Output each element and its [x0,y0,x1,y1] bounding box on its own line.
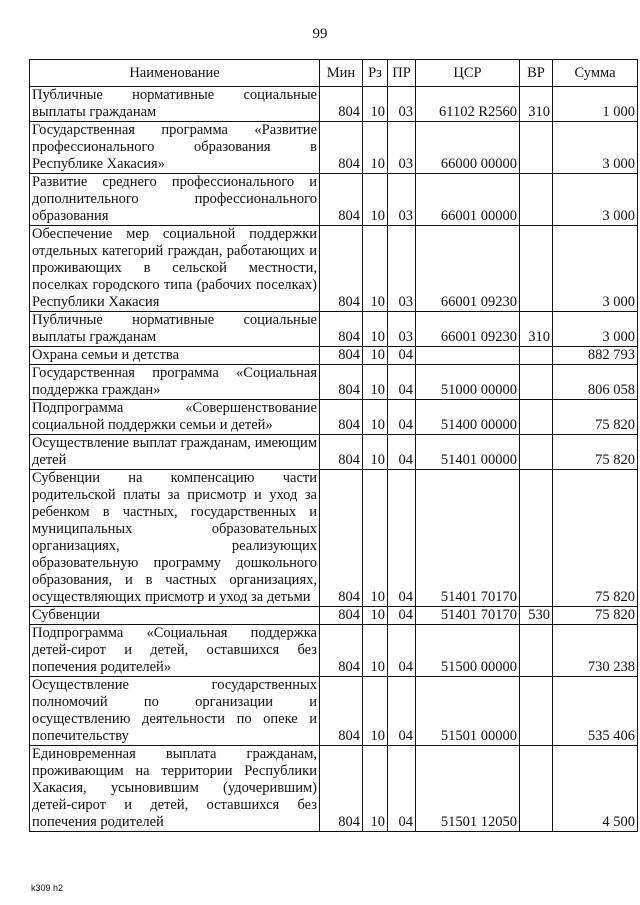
cell-vr [520,174,553,226]
cell-min: 804 [320,677,363,746]
table-row [30,226,638,312]
cell-pr: 03 [388,312,416,347]
cell-name: Государственная программа «Развитие профессионального образования в Республике Хакасия» [30,122,320,174]
header-sum: Сумма [553,60,638,87]
cell-sum: 75 820 [553,470,638,607]
cell-pr: 03 [388,174,416,226]
cell-vr [520,746,553,832]
table-row [30,746,638,832]
cell-min: 804 [320,347,363,365]
cell-rz: 10 [363,347,388,365]
cell-sum: 3 000 [553,226,638,312]
cell-name: Государственная программа «Социальная поддержка граждан» [30,365,320,400]
cell-sum: 3 000 [553,312,638,347]
cell-csr: 51500 00000 [416,625,520,677]
header-pr: ПР [388,60,416,87]
cell-vr [520,625,553,677]
cell-name: Охрана семьи и детства [30,347,320,365]
cell-pr: 04 [388,746,416,832]
cell-min: 804 [320,122,363,174]
cell-csr: 66001 09230 [416,226,520,312]
cell-vr [520,435,553,470]
cell-rz: 10 [363,400,388,435]
cell-name: Осуществление выплат гражданам, имеющим детей [30,435,320,470]
cell-pr: 04 [388,435,416,470]
cell-name: Единовременная выплата гражданам, проживающим на территории Республики Хакасия, усыновившим (удочерившим) детей-сирот и детей, оставшихся без попечения родителей [30,746,320,832]
cell-vr [520,347,553,365]
cell-rz: 10 [363,122,388,174]
table-row [30,470,638,607]
header-row [30,60,638,87]
header-vr: ВР [520,60,553,87]
cell-min: 804 [320,470,363,607]
cell-min: 804 [320,312,363,347]
table-row [30,607,638,625]
cell-vr [520,226,553,312]
cell-min: 804 [320,625,363,677]
cell-rz: 10 [363,87,388,122]
cell-min: 804 [320,365,363,400]
header-csr: ЦСР [416,60,520,87]
cell-sum: 3 000 [553,174,638,226]
cell-min: 804 [320,746,363,832]
cell-rz: 10 [363,677,388,746]
cell-csr: 51401 70170 [416,470,520,607]
cell-sum: 3 000 [553,122,638,174]
table-row [30,365,638,400]
cell-rz: 10 [363,435,388,470]
cell-csr: 61102 R2560 [416,87,520,122]
footer-code: k309 h2 [31,883,64,893]
cell-name: Подпрограмма «Совершенствование социальной поддержки семьи и детей» [30,400,320,435]
cell-pr: 04 [388,365,416,400]
cell-vr [520,400,553,435]
cell-rz: 10 [363,607,388,625]
header-name: Наименование [30,60,320,87]
cell-pr: 04 [388,400,416,435]
table-row [30,625,638,677]
table-body [30,87,638,832]
cell-pr: 04 [388,625,416,677]
cell-vr [520,365,553,400]
cell-vr [520,470,553,607]
cell-csr: 51000 00000 [416,365,520,400]
cell-name: Субвенции на компенсацию части родительской платы за присмотр и уход за ребенком в частных, государственных и муниципальных образовательных организациях, реализующих образовательную программу дошкольного образования, и в частных организациях, осуществляющих присмотр и уход за детьми [30,470,320,607]
cell-sum: 535 406 [553,677,638,746]
cell-min: 804 [320,174,363,226]
cell-sum: 4 500 [553,746,638,832]
table-row [30,400,638,435]
cell-vr [520,122,553,174]
table-row [30,122,638,174]
cell-vr: 310 [520,312,553,347]
cell-min: 804 [320,607,363,625]
cell-name: Субвенции [30,607,320,625]
cell-pr: 03 [388,87,416,122]
cell-pr: 03 [388,226,416,312]
cell-pr: 03 [388,122,416,174]
table-row [30,677,638,746]
cell-name: Публичные нормативные социальные выплаты гражданам [30,87,320,122]
table-row [30,174,638,226]
cell-csr: 66001 09230 [416,312,520,347]
cell-name: Обеспечение мер социальной поддержки отдельных категорий граждан, работающих и проживающих в сельской местности, поселках городского типа (рабочих поселках) Республики Хакасия [30,226,320,312]
cell-csr: 66001 00000 [416,174,520,226]
cell-csr [416,347,520,365]
cell-sum: 882 793 [553,347,638,365]
table-row [30,312,638,347]
table-row [30,87,638,122]
cell-rz: 10 [363,625,388,677]
cell-vr: 530 [520,607,553,625]
cell-vr: 310 [520,87,553,122]
table-row [30,347,638,365]
cell-sum: 730 238 [553,625,638,677]
cell-sum: 1 000 [553,87,638,122]
cell-csr: 51400 00000 [416,400,520,435]
cell-min: 804 [320,87,363,122]
cell-rz: 10 [363,365,388,400]
cell-pr: 04 [388,470,416,607]
page-number: 99 [312,26,328,42]
cell-name: Развитие среднего профессионального и дополнительного профессионального образования [30,174,320,226]
cell-min: 804 [320,400,363,435]
cell-rz: 10 [363,312,388,347]
cell-pr: 04 [388,347,416,365]
budget-table [29,59,638,832]
cell-sum: 75 820 [553,400,638,435]
cell-csr: 51401 70170 [416,607,520,625]
cell-csr: 66000 00000 [416,122,520,174]
cell-csr: 51501 12050 [416,746,520,832]
cell-min: 804 [320,226,363,312]
cell-pr: 04 [388,607,416,625]
table-row [30,435,638,470]
cell-rz: 10 [363,174,388,226]
cell-csr: 51401 00000 [416,435,520,470]
cell-sum: 75 820 [553,607,638,625]
cell-csr: 51501 00000 [416,677,520,746]
cell-rz: 10 [363,470,388,607]
cell-vr [520,677,553,746]
header-min: Мин [320,60,363,87]
cell-name: Осуществление государственных полномочий по организации и осуществлению деятельности по опеке и попечительству [30,677,320,746]
cell-name: Публичные нормативные социальные выплаты гражданам [30,312,320,347]
cell-rz: 10 [363,226,388,312]
cell-min: 804 [320,435,363,470]
header-rz: Рз [363,60,388,87]
cell-rz: 10 [363,746,388,832]
cell-pr: 04 [388,677,416,746]
cell-sum: 75 820 [553,435,638,470]
cell-name: Подпрограмма «Социальная поддержка детей-сирот и детей, оставшихся без попечения родителей» [30,625,320,677]
cell-sum: 806 058 [553,365,638,400]
